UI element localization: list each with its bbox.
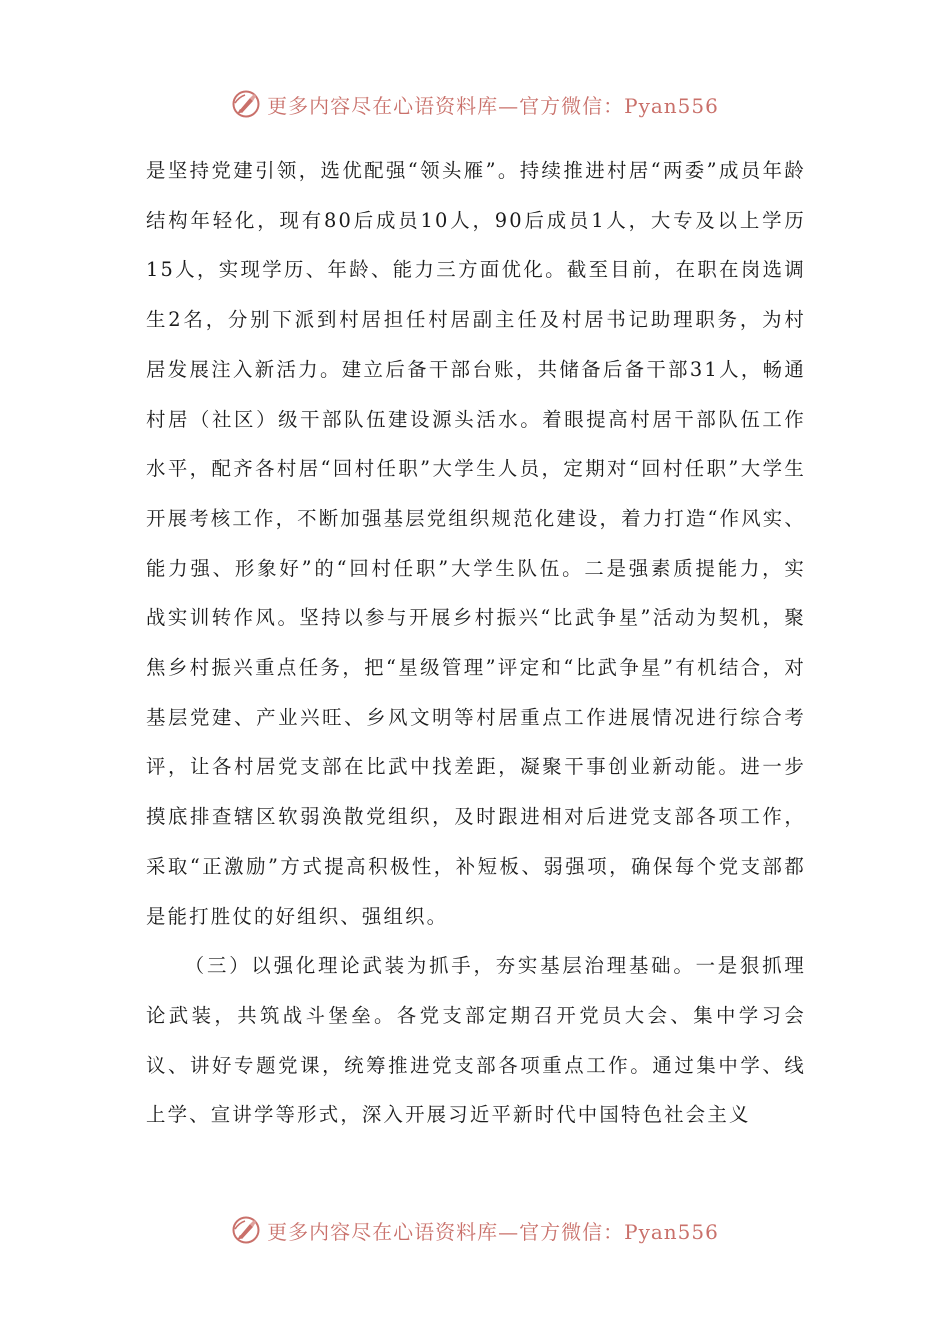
body-paragraph-2: （三）以强化理论武装为抓手，夯实基层治理基础。一是狠抓理论武装，共筑战斗堡垒。各党支部定期召开党员大会、集中学习会议、讲好专题党课，统筹推进党支部各项重点工作。通过集中学、线上学、宣讲学等形式，深入开展习近平新时代中国特色社会主义 [146,954,806,1127]
footer-watermark-text: 更多内容尽在心语资料库—官方微信：Pyan556 [267,1219,719,1244]
document-body [146,146,806,1140]
pen-nib-logo-icon [231,1215,261,1245]
pen-nib-logo-icon [231,89,261,119]
header-watermark-text: 更多内容尽在心语资料库—官方微信：Pyan556 [267,93,719,118]
footer-watermark-banner [0,1210,950,1250]
body-paragraph-1: 是坚持党建引领，选优配强“领头雁”。持续推进村居“两委”成员年龄结构年轻化，现有80后成员10人，90后成员1人，大专及以上学历15人，实现学历、年龄、能力三方面优化。截至目前，在职在岗选调生2名，分别下派到村居担任村居副主任及村居书记助理职务，为村居发展注入新活力。建立后备干部台账，共储备后备干部31人，畅通村居（社区）级干部队伍建设源头活水。着眼提高村居干部队伍工作水平，配齐各村居“回村任职”大学生人员，定期对“回村任职”大学生开展考核工作，不断加强基层党组织规范化建设，着力打造“作风实、能力强、形象好”的“回村任职”大学生队伍。二是强素质提能力，实战实训转作风。坚持以参与开展乡村振兴“比武争星”活动为契机，聚焦乡村振兴重点任务，把“星级管理”评定和“比武争星”有机结合，对基层党建、产业兴旺、乡风文明等村居重点工作进展情况进行综合考评，让各村居党支部在比武中找差距，凝聚干事创业新动能。进一步摸底排查辖区软弱涣散党组织，及时跟进相对后进党支部各项工作，采取“正激励”方式提高积极性，补短板、弱强项，确保每个党支部都是能打胜仗的好组织、强组织。 [146,159,806,928]
header-watermark-banner [0,84,950,124]
